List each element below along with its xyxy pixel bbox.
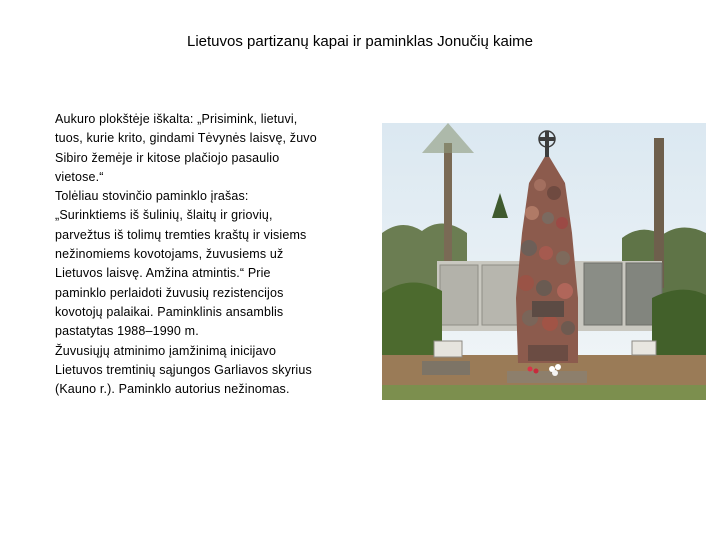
grave-plaque bbox=[434, 341, 462, 357]
text-line: Lietuvos tremtinių sąjungos Garliavos skyrius bbox=[55, 362, 312, 377]
text-line: (Kauno r.). Paminklo autorius nežinomas. bbox=[55, 382, 290, 397]
paragraph-initiator bbox=[55, 342, 365, 400]
text-line: pastatytas 1988–1990 m. bbox=[55, 324, 199, 339]
text-line: parvežtus iš tolimų tremties kraštų ir visiems bbox=[55, 227, 307, 242]
monument-photo bbox=[382, 123, 706, 400]
text-line: tuos, kurie krito, gindami Tėvynės laisvę, žuvo bbox=[55, 131, 317, 146]
text-line: Aukuro plokštėje iškalta: „Prisimink, lietuvi, bbox=[55, 112, 298, 126]
text-line: Tolėliau stovinčio paminklo įrašas: bbox=[55, 189, 249, 204]
text-line: paminklo perlaidoti žuvusių rezistencijos bbox=[55, 285, 284, 300]
paragraph-inscription bbox=[55, 110, 365, 187]
text-line: nežinomiems kovotojams, žuvusiems už bbox=[55, 247, 284, 262]
text-line: „Surinktiems iš šulinių, šlaitų ir griovių, bbox=[55, 208, 273, 223]
text-line: vietose.“ bbox=[55, 169, 104, 184]
text-line: Sibiro žemėje ir kitose plačiojo pasaulio bbox=[55, 150, 280, 165]
slide-title: Lietuvos partizanų kapai ir paminklas Jonučių kaime bbox=[186, 33, 533, 50]
text-line: kovotojų palaikai. Paminklinis ansamblis bbox=[55, 304, 284, 319]
body-text bbox=[55, 110, 365, 399]
text-line: Lietuvos laisvę. Amžina atmintis.“ Prie bbox=[55, 266, 271, 281]
paragraph-monument bbox=[55, 187, 365, 341]
text-line: Žuvusiųjų atminimo įamžinimą inicijavo bbox=[55, 343, 277, 358]
